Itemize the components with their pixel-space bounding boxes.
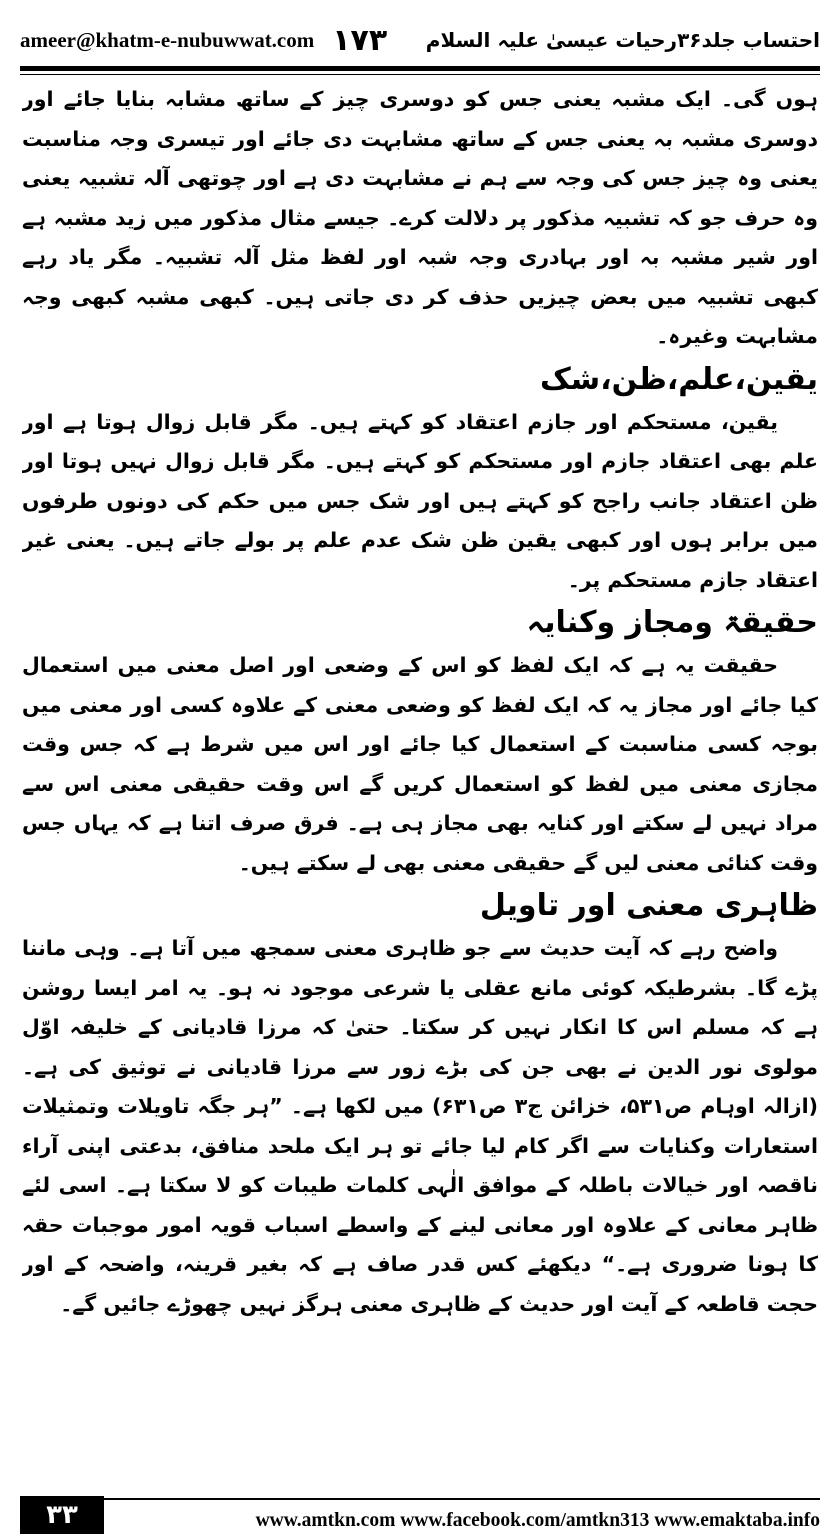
- header-rule-thin: [20, 74, 820, 75]
- heading-apparent-meaning: ظاہری معنی اور تاویل: [479, 888, 818, 923]
- footer-rule: [104, 1498, 820, 1500]
- footer-page-number: ۳۳: [20, 1496, 104, 1534]
- paragraph-apparent-meaning: واضح رہے کہ آیت حدیث سے جو ظاہری معنی سمجھ میں آتا ہے۔ وہی ماننا پڑے گا۔ بشرطیکہ کوئی مانع عقلی یا شرعی موجود نہ ہو۔ یہ امر ایسا روشن ہے کہ مسلم اس کا انکار نہیں کر سکتا۔ حتیٰ کہ مرزا قادیانی کے خلیفہ اوّل مولوی نور الدین نے بھی جن کی بڑے زور سے مرزا قادیانی نے توثیق کی ہے۔ (ازالہ اوہام ص۵۳۱، خزائن ج۳ ص۶۳۱) میں لکھا ہے۔ ”ہر جگہ تاویلات وتمثیلات استعارات وکنایات سے اگر کام لیا جائے تو ہر ایک ملحد منافق، بدعتی اپنی آراء ناقصہ اور خیالات باطلہ کے موافق الٰہی کلمات طیبات کو لا سکتا ہے۔ اسی لئے ظاہر معانی کے علاوہ اور معانی لینے کے واسطے اسباب قویہ امور موجبات حقہ کا ہونا ضروری ہے۔“ دیکھئے کس قدر صاف ہے کہ بغیر قرینہ، واضحہ کے اور حجت قاطعہ کے آیت اور حدیث کے ظاہری معنی ہرگز نہیں چھوڑے جائیں گے۔: [22, 936, 818, 1316]
- header-email: ameer@khatm-e-nubuwwat.com: [20, 27, 315, 52]
- footer-right: [104, 1496, 820, 1534]
- header-rule-thick: [20, 66, 820, 71]
- header-left: [20, 23, 387, 58]
- heading-literal-metaphor: حقیقۃ ومجاز وکنایہ: [526, 605, 818, 640]
- heading-certainty: یقین،علم،ظن،شک: [539, 361, 818, 397]
- header-page-number: ۱۷۳: [332, 22, 388, 58]
- paragraph-similes: ہوں گی۔ ایک مشبہ یعنی جس کو دوسری چیز کے ساتھ مشابہ بنایا جائے اور دوسری مشبہ بہ یعنی جس کے ساتھ مشابہت دی جائے اور تیسری وجہ مناسبت یعنی وہ چیز جس کی وجہ سے ہم نے مشابہت دی ہے اور چوتھی آلہ تشبیہ یعنی وہ حرف جو کہ تشبیہ مذکور پر دلالت کرے۔ جیسے مثال مذکور میں زید مشبہ ہے اور شیر مشبہ بہ اور بہادری وجہ شبہ اور لفظ مثل آلہ تشبیہ۔ مگر یاد رہے کبھی تشبیہ میں بعض چیزیں حذف کر دی جاتی ہیں۔ کبھی مشبہ کبھی وجہ مشابہت وغیرہ۔: [22, 87, 818, 348]
- page-header: [20, 18, 820, 62]
- paragraph-certainty: یقین، مستحکم اور جازم اعتقاد کو کہتے ہیں۔ مگر قابل زوال ہوتا ہے اور علم بھی اعتقاد جازم اور مستحکم کو کہتے ہیں۔ مگر قابل زوال نہیں ہوتا اور ظن اعتقاد جانب راجح کو کہتے ہیں اور شک جس میں حکم کی دونوں طرفوں میں برابر ہوں اور کبھی یقین ظن شک عدم علم پر بولے جاتے ہیں۔ یعنی غیر اعتقاد جازم مستحکم پر۔: [22, 409, 818, 592]
- page-footer: [20, 1496, 820, 1534]
- footer-urls[interactable]: www.amtkn.com www.facebook.com/amtkn313 www.emaktaba.info: [255, 1510, 820, 1531]
- page-body: [22, 80, 818, 1478]
- header-title: احتساب جلد۳۶رحیات عیسیٰ علیہ السلام: [425, 28, 820, 52]
- paragraph-literal-metaphor: حقیقت یہ ہے کہ ایک لفظ کو اس کے وضعی اور اصل معنی میں استعمال کیا جائے اور مجاز یہ کہ ایک لفظ کو وضعی معنی کے علاوہ کسی اور معنی میں بوجہ کسی مناسبت کے استعمال کیا جائے اور اس میں شرط ہے کہ جس وقت مجازی معنی میں لفظ کو استعمال کریں گے اس وقت حقیقی معنی اس سے مراد نہیں لے سکتے اور کنایہ بھی مجاز ہی ہے۔ فرق صرف اتنا ہے کہ یہاں جس وقت کنائی معنی لیں گے حقیقی معنی بھی لے سکتے ہیں۔: [22, 653, 818, 875]
